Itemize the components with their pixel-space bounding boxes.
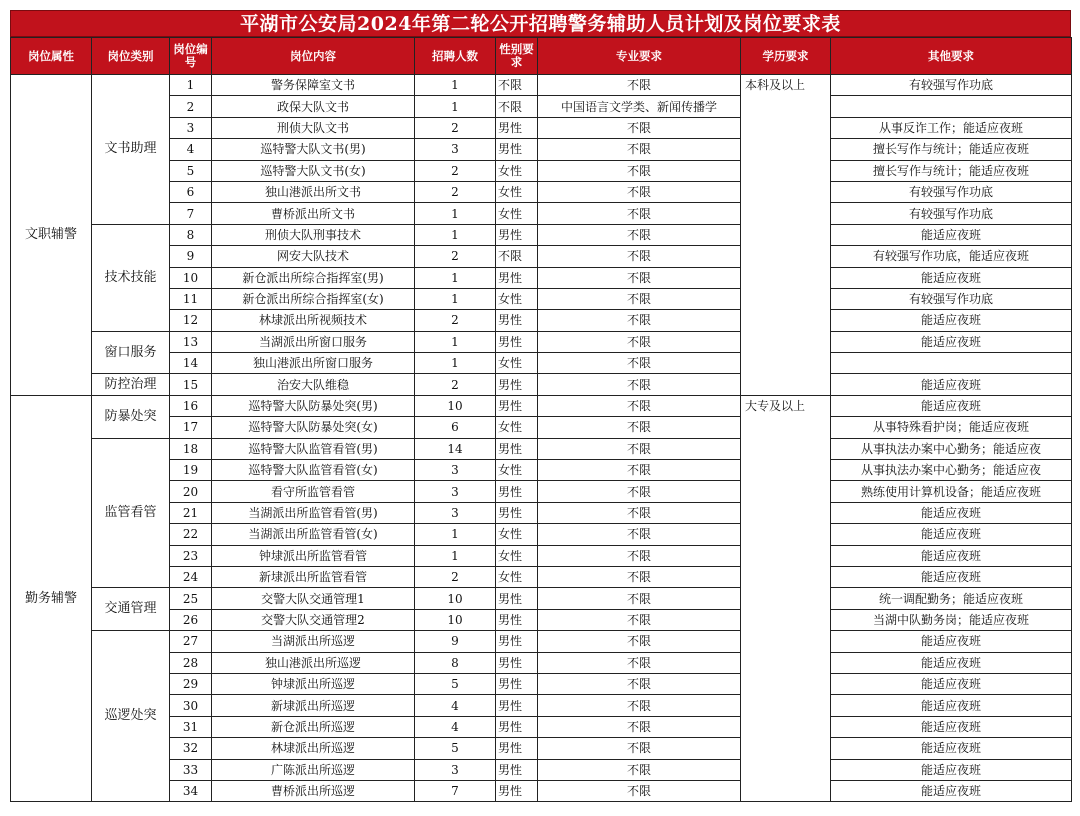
other-requirement-cell: 能适应夜班 bbox=[831, 759, 1072, 780]
gender-requirement-cell: 男性 bbox=[496, 481, 538, 502]
table-row bbox=[11, 395, 1072, 416]
table-row bbox=[11, 75, 1072, 96]
recruit-count-cell: 2 bbox=[415, 117, 496, 138]
gender-requirement-cell: 男性 bbox=[496, 780, 538, 801]
table-row bbox=[11, 652, 1072, 673]
position-content-cell: 独山港派出所巡逻 bbox=[212, 652, 415, 673]
gender-requirement-cell: 男性 bbox=[496, 716, 538, 737]
header-other: 其他要求 bbox=[831, 38, 1072, 75]
recruit-count-cell: 3 bbox=[415, 759, 496, 780]
other-requirement-cell: 能适应夜班 bbox=[831, 566, 1072, 587]
position-code-cell: 6 bbox=[170, 181, 212, 202]
recruit-count-cell: 1 bbox=[415, 267, 496, 288]
recruit-count-cell: 1 bbox=[415, 524, 496, 545]
table-row bbox=[11, 673, 1072, 694]
table-row bbox=[11, 609, 1072, 630]
recruit-count-cell: 1 bbox=[415, 331, 496, 352]
position-content-cell: 看守所监管看管 bbox=[212, 481, 415, 502]
other-requirement-cell: 能适应夜班 bbox=[831, 545, 1072, 566]
major-requirement-cell: 不限 bbox=[538, 631, 741, 652]
other-requirement-cell: 擅长写作与统计；能适应夜班 bbox=[831, 139, 1072, 160]
position-content-cell: 当湖派出所窗口服务 bbox=[212, 331, 415, 352]
position-content-cell: 钟埭派出所监管看管 bbox=[212, 545, 415, 566]
position-content-cell: 新仓派出所综合指挥室(女) bbox=[212, 288, 415, 309]
position-content-cell: 林埭派出所巡逻 bbox=[212, 738, 415, 759]
position-content-cell: 曹桥派出所文书 bbox=[212, 203, 415, 224]
other-requirement-cell: 能适应夜班 bbox=[831, 267, 1072, 288]
gender-requirement-cell: 男性 bbox=[496, 502, 538, 523]
position-category-cell: 交通管理 bbox=[92, 588, 170, 631]
position-code-cell: 8 bbox=[170, 224, 212, 245]
position-code-cell: 28 bbox=[170, 652, 212, 673]
position-content-cell: 新埭派出所监管看管 bbox=[212, 566, 415, 587]
position-code-cell: 29 bbox=[170, 673, 212, 694]
header-major: 专业要求 bbox=[538, 38, 741, 75]
recruit-count-cell: 7 bbox=[415, 780, 496, 801]
gender-requirement-cell: 不限 bbox=[496, 75, 538, 96]
table-row bbox=[11, 566, 1072, 587]
position-code-cell: 3 bbox=[170, 117, 212, 138]
position-category-cell: 监管看管 bbox=[92, 438, 170, 588]
table-row bbox=[11, 460, 1072, 481]
position-content-cell: 巡特警大队文书(男) bbox=[212, 139, 415, 160]
other-requirement-cell: 能适应夜班 bbox=[831, 695, 1072, 716]
major-requirement-cell: 不限 bbox=[538, 460, 741, 481]
gender-requirement-cell: 男性 bbox=[496, 139, 538, 160]
major-requirement-cell: 不限 bbox=[538, 117, 741, 138]
table-row bbox=[11, 310, 1072, 331]
table-row bbox=[11, 738, 1072, 759]
position-code-cell: 22 bbox=[170, 524, 212, 545]
recruit-count-cell: 5 bbox=[415, 738, 496, 759]
header-content: 岗位内容 bbox=[212, 38, 415, 75]
position-content-cell: 网安大队技术 bbox=[212, 246, 415, 267]
position-code-cell: 27 bbox=[170, 631, 212, 652]
header-count: 招聘人数 bbox=[415, 38, 496, 75]
recruit-count-cell: 2 bbox=[415, 181, 496, 202]
position-content-cell: 林埭派出所视频技术 bbox=[212, 310, 415, 331]
position-content-cell: 刑侦大队文书 bbox=[212, 117, 415, 138]
position-content-cell: 巡特警大队监管看管(女) bbox=[212, 460, 415, 481]
table-row bbox=[11, 331, 1072, 352]
gender-requirement-cell: 男性 bbox=[496, 267, 538, 288]
other-requirement-cell: 统一调配勤务；能适应夜班 bbox=[831, 588, 1072, 609]
other-requirement-cell: 能适应夜班 bbox=[831, 310, 1072, 331]
table-row bbox=[11, 203, 1072, 224]
sheet-title: 平湖市公安局2024年第二轮公开招聘警务辅助人员计划及岗位要求表 bbox=[10, 10, 1071, 37]
other-requirement-cell: 有较强写作功底，能适应夜班 bbox=[831, 246, 1072, 267]
major-requirement-cell: 不限 bbox=[538, 203, 741, 224]
recruit-count-cell: 5 bbox=[415, 673, 496, 694]
other-requirement-cell bbox=[831, 96, 1072, 117]
gender-requirement-cell: 男性 bbox=[496, 695, 538, 716]
other-requirement-cell: 能适应夜班 bbox=[831, 652, 1072, 673]
other-requirement-cell: 能适应夜班 bbox=[831, 716, 1072, 737]
table-row bbox=[11, 695, 1072, 716]
recruit-count-cell: 1 bbox=[415, 96, 496, 117]
gender-requirement-cell: 不限 bbox=[496, 246, 538, 267]
other-requirement-cell: 能适应夜班 bbox=[831, 524, 1072, 545]
gender-requirement-cell: 男性 bbox=[496, 673, 538, 694]
position-category-cell: 文书助理 bbox=[92, 75, 170, 225]
table-row bbox=[11, 417, 1072, 438]
gender-requirement-cell: 男性 bbox=[496, 588, 538, 609]
gender-requirement-cell: 男性 bbox=[496, 609, 538, 630]
position-content-cell: 广陈派出所巡逻 bbox=[212, 759, 415, 780]
positions-table bbox=[10, 37, 1072, 802]
position-code-cell: 21 bbox=[170, 502, 212, 523]
gender-requirement-cell: 男性 bbox=[496, 331, 538, 352]
gender-requirement-cell: 男性 bbox=[496, 224, 538, 245]
position-category-cell: 技术技能 bbox=[92, 224, 170, 331]
position-code-cell: 13 bbox=[170, 331, 212, 352]
recruit-count-cell: 4 bbox=[415, 716, 496, 737]
header-attr: 岗位属性 bbox=[11, 38, 92, 75]
position-code-cell: 16 bbox=[170, 395, 212, 416]
position-category-cell: 窗口服务 bbox=[92, 331, 170, 374]
position-code-cell: 26 bbox=[170, 609, 212, 630]
major-requirement-cell: 不限 bbox=[538, 417, 741, 438]
other-requirement-cell: 能适应夜班 bbox=[831, 374, 1072, 395]
position-content-cell: 巡特警大队监管看管(男) bbox=[212, 438, 415, 459]
position-content-cell: 独山港派出所窗口服务 bbox=[212, 353, 415, 374]
major-requirement-cell: 不限 bbox=[538, 481, 741, 502]
position-content-cell: 巡特警大队防暴处突(女) bbox=[212, 417, 415, 438]
table-row bbox=[11, 353, 1072, 374]
recruit-count-cell: 1 bbox=[415, 288, 496, 309]
position-content-cell: 当湖派出所巡逻 bbox=[212, 631, 415, 652]
table-row bbox=[11, 716, 1072, 737]
major-requirement-cell: 不限 bbox=[538, 353, 741, 374]
gender-requirement-cell: 男性 bbox=[496, 117, 538, 138]
other-requirement-cell: 有较强写作功底 bbox=[831, 288, 1072, 309]
position-code-cell: 20 bbox=[170, 481, 212, 502]
header-edu: 学历要求 bbox=[741, 38, 831, 75]
other-requirement-cell: 能适应夜班 bbox=[831, 331, 1072, 352]
other-requirement-cell: 能适应夜班 bbox=[831, 631, 1072, 652]
other-requirement-cell: 从事反诈工作；能适应夜班 bbox=[831, 117, 1072, 138]
gender-requirement-cell: 男性 bbox=[496, 738, 538, 759]
major-requirement-cell: 不限 bbox=[538, 545, 741, 566]
major-requirement-cell: 不限 bbox=[538, 738, 741, 759]
major-requirement-cell: 不限 bbox=[538, 224, 741, 245]
position-code-cell: 10 bbox=[170, 267, 212, 288]
gender-requirement-cell: 男性 bbox=[496, 395, 538, 416]
gender-requirement-cell: 女性 bbox=[496, 160, 538, 181]
gender-requirement-cell: 男性 bbox=[496, 652, 538, 673]
position-content-cell: 当湖派出所监管看管(男) bbox=[212, 502, 415, 523]
position-code-cell: 24 bbox=[170, 566, 212, 587]
gender-requirement-cell: 男性 bbox=[496, 631, 538, 652]
position-content-cell: 刑侦大队刑事技术 bbox=[212, 224, 415, 245]
recruit-count-cell: 2 bbox=[415, 160, 496, 181]
recruit-count-cell: 3 bbox=[415, 460, 496, 481]
position-content-cell: 钟埭派出所巡逻 bbox=[212, 673, 415, 694]
position-content-cell: 政保大队文书 bbox=[212, 96, 415, 117]
recruitment-sheet bbox=[10, 10, 1071, 802]
position-attribute-cell: 勤务辅警 bbox=[11, 395, 92, 801]
gender-requirement-cell: 女性 bbox=[496, 181, 538, 202]
position-code-cell: 18 bbox=[170, 438, 212, 459]
table-row bbox=[11, 246, 1072, 267]
education-requirement-cell: 本科及以上 bbox=[741, 75, 831, 396]
gender-requirement-cell: 女性 bbox=[496, 545, 538, 566]
position-attribute-cell: 文职辅警 bbox=[11, 75, 92, 396]
table-row bbox=[11, 780, 1072, 801]
position-code-cell: 19 bbox=[170, 460, 212, 481]
other-requirement-cell: 有较强写作功底 bbox=[831, 181, 1072, 202]
major-requirement-cell: 不限 bbox=[538, 524, 741, 545]
header-code: 岗位编号 bbox=[170, 38, 212, 75]
table-row bbox=[11, 438, 1072, 459]
major-requirement-cell: 不限 bbox=[538, 139, 741, 160]
other-requirement-cell: 从事执法办案中心勤务；能适应夜 bbox=[831, 438, 1072, 459]
table-row bbox=[11, 288, 1072, 309]
gender-requirement-cell: 不限 bbox=[496, 96, 538, 117]
major-requirement-cell: 不限 bbox=[538, 652, 741, 673]
table-row bbox=[11, 631, 1072, 652]
position-content-cell: 交警大队交通管理1 bbox=[212, 588, 415, 609]
gender-requirement-cell: 女性 bbox=[496, 460, 538, 481]
major-requirement-cell: 不限 bbox=[538, 438, 741, 459]
gender-requirement-cell: 女性 bbox=[496, 566, 538, 587]
position-code-cell: 33 bbox=[170, 759, 212, 780]
recruit-count-cell: 1 bbox=[415, 224, 496, 245]
recruit-count-cell: 14 bbox=[415, 438, 496, 459]
position-category-cell: 防控治理 bbox=[92, 374, 170, 395]
position-code-cell: 17 bbox=[170, 417, 212, 438]
major-requirement-cell: 不限 bbox=[538, 566, 741, 587]
major-requirement-cell: 不限 bbox=[538, 695, 741, 716]
position-code-cell: 30 bbox=[170, 695, 212, 716]
table-row bbox=[11, 545, 1072, 566]
recruit-count-cell: 2 bbox=[415, 374, 496, 395]
position-code-cell: 1 bbox=[170, 75, 212, 96]
header-row bbox=[11, 38, 1072, 75]
table-row bbox=[11, 96, 1072, 117]
gender-requirement-cell: 女性 bbox=[496, 203, 538, 224]
gender-requirement-cell: 女性 bbox=[496, 353, 538, 374]
gender-requirement-cell: 女性 bbox=[496, 288, 538, 309]
position-code-cell: 5 bbox=[170, 160, 212, 181]
position-content-cell: 警务保障室文书 bbox=[212, 75, 415, 96]
recruit-count-cell: 2 bbox=[415, 566, 496, 587]
position-code-cell: 15 bbox=[170, 374, 212, 395]
position-content-cell: 交警大队交通管理2 bbox=[212, 609, 415, 630]
position-content-cell: 新埭派出所巡逻 bbox=[212, 695, 415, 716]
recruit-count-cell: 3 bbox=[415, 502, 496, 523]
recruit-count-cell: 1 bbox=[415, 75, 496, 96]
other-requirement-cell: 当湖中队勤务岗；能适应夜班 bbox=[831, 609, 1072, 630]
table-row bbox=[11, 267, 1072, 288]
other-requirement-cell: 从事执法办案中心勤务；能适应夜 bbox=[831, 460, 1072, 481]
position-content-cell: 巡特警大队文书(女) bbox=[212, 160, 415, 181]
position-category-cell: 防暴处突 bbox=[92, 395, 170, 438]
major-requirement-cell: 不限 bbox=[538, 673, 741, 694]
major-requirement-cell: 不限 bbox=[538, 502, 741, 523]
position-code-cell: 23 bbox=[170, 545, 212, 566]
other-requirement-cell: 从事特殊看护岗；能适应夜班 bbox=[831, 417, 1072, 438]
position-code-cell: 34 bbox=[170, 780, 212, 801]
other-requirement-cell: 擅长写作与统计；能适应夜班 bbox=[831, 160, 1072, 181]
table-row bbox=[11, 502, 1072, 523]
major-requirement-cell: 不限 bbox=[538, 780, 741, 801]
recruit-count-cell: 4 bbox=[415, 695, 496, 716]
position-code-cell: 11 bbox=[170, 288, 212, 309]
position-content-cell: 独山港派出所文书 bbox=[212, 181, 415, 202]
position-code-cell: 12 bbox=[170, 310, 212, 331]
major-requirement-cell: 不限 bbox=[538, 288, 741, 309]
major-requirement-cell: 中国语言文学类、新闻传播学 bbox=[538, 96, 741, 117]
recruit-count-cell: 6 bbox=[415, 417, 496, 438]
table-row bbox=[11, 160, 1072, 181]
table-row bbox=[11, 524, 1072, 545]
major-requirement-cell: 不限 bbox=[538, 331, 741, 352]
other-requirement-cell: 能适应夜班 bbox=[831, 395, 1072, 416]
table-row bbox=[11, 374, 1072, 395]
position-code-cell: 2 bbox=[170, 96, 212, 117]
recruit-count-cell: 3 bbox=[415, 481, 496, 502]
major-requirement-cell: 不限 bbox=[538, 609, 741, 630]
position-code-cell: 25 bbox=[170, 588, 212, 609]
position-code-cell: 14 bbox=[170, 353, 212, 374]
other-requirement-cell: 能适应夜班 bbox=[831, 738, 1072, 759]
position-content-cell: 治安大队维稳 bbox=[212, 374, 415, 395]
recruit-count-cell: 10 bbox=[415, 395, 496, 416]
recruit-count-cell: 1 bbox=[415, 353, 496, 374]
position-code-cell: 9 bbox=[170, 246, 212, 267]
recruit-count-cell: 9 bbox=[415, 631, 496, 652]
major-requirement-cell: 不限 bbox=[538, 395, 741, 416]
education-requirement-cell: 大专及以上 bbox=[741, 395, 831, 801]
header-category: 岗位类别 bbox=[92, 38, 170, 75]
other-requirement-cell: 能适应夜班 bbox=[831, 673, 1072, 694]
table-row bbox=[11, 588, 1072, 609]
recruit-count-cell: 3 bbox=[415, 139, 496, 160]
position-content-cell: 巡特警大队防暴处突(男) bbox=[212, 395, 415, 416]
gender-requirement-cell: 男性 bbox=[496, 374, 538, 395]
position-code-cell: 4 bbox=[170, 139, 212, 160]
recruit-count-cell: 2 bbox=[415, 246, 496, 267]
other-requirement-cell: 有较强写作功底 bbox=[831, 203, 1072, 224]
position-content-cell: 新仓派出所巡逻 bbox=[212, 716, 415, 737]
table-row bbox=[11, 181, 1072, 202]
other-requirement-cell: 能适应夜班 bbox=[831, 780, 1072, 801]
major-requirement-cell: 不限 bbox=[538, 267, 741, 288]
recruit-count-cell: 1 bbox=[415, 203, 496, 224]
gender-requirement-cell: 女性 bbox=[496, 417, 538, 438]
position-code-cell: 31 bbox=[170, 716, 212, 737]
table-row bbox=[11, 481, 1072, 502]
gender-requirement-cell: 男性 bbox=[496, 438, 538, 459]
major-requirement-cell: 不限 bbox=[538, 588, 741, 609]
recruit-count-cell: 10 bbox=[415, 609, 496, 630]
gender-requirement-cell: 男性 bbox=[496, 759, 538, 780]
gender-requirement-cell: 女性 bbox=[496, 524, 538, 545]
major-requirement-cell: 不限 bbox=[538, 716, 741, 737]
position-code-cell: 7 bbox=[170, 203, 212, 224]
major-requirement-cell: 不限 bbox=[538, 310, 741, 331]
major-requirement-cell: 不限 bbox=[538, 374, 741, 395]
position-category-cell: 巡逻处突 bbox=[92, 631, 170, 802]
table-row bbox=[11, 224, 1072, 245]
major-requirement-cell: 不限 bbox=[538, 759, 741, 780]
gender-requirement-cell: 男性 bbox=[496, 310, 538, 331]
position-content-cell: 当湖派出所监管看管(女) bbox=[212, 524, 415, 545]
other-requirement-cell: 有较强写作功底 bbox=[831, 75, 1072, 96]
other-requirement-cell: 能适应夜班 bbox=[831, 224, 1072, 245]
other-requirement-cell: 能适应夜班 bbox=[831, 502, 1072, 523]
position-content-cell: 新仓派出所综合指挥室(男) bbox=[212, 267, 415, 288]
recruit-count-cell: 8 bbox=[415, 652, 496, 673]
position-code-cell: 32 bbox=[170, 738, 212, 759]
major-requirement-cell: 不限 bbox=[538, 75, 741, 96]
header-gender: 性别要求 bbox=[496, 38, 538, 75]
table-row bbox=[11, 139, 1072, 160]
table-row bbox=[11, 117, 1072, 138]
position-content-cell: 曹桥派出所巡逻 bbox=[212, 780, 415, 801]
recruit-count-cell: 1 bbox=[415, 545, 496, 566]
major-requirement-cell: 不限 bbox=[538, 160, 741, 181]
recruit-count-cell: 2 bbox=[415, 310, 496, 331]
recruit-count-cell: 10 bbox=[415, 588, 496, 609]
table-row bbox=[11, 759, 1072, 780]
other-requirement-cell: 熟练使用计算机设备；能适应夜班 bbox=[831, 481, 1072, 502]
other-requirement-cell bbox=[831, 353, 1072, 374]
major-requirement-cell: 不限 bbox=[538, 181, 741, 202]
major-requirement-cell: 不限 bbox=[538, 246, 741, 267]
